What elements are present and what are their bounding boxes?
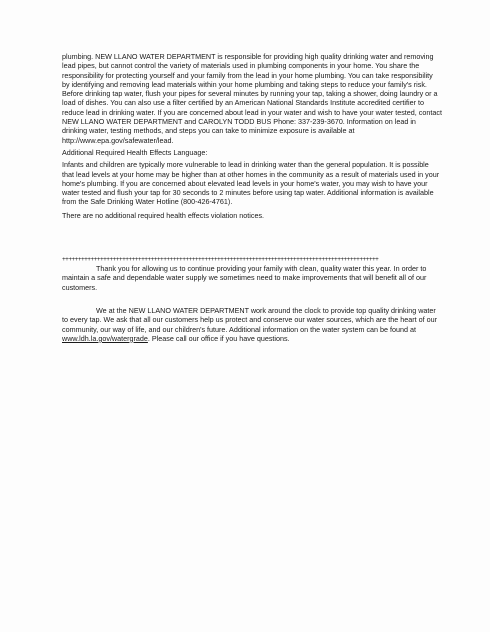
watergrade-link[interactable]: www.ldh.la.gov/watergrade: [62, 333, 148, 343]
no-violations-paragraph: There are no additional required health effects violation notices.: [62, 210, 265, 220]
contact-paragraph: [62, 306, 442, 343]
contact-tail-text: . Please call our office if you have questions.: [147, 333, 290, 343]
document-body: [62, 52, 442, 343]
health-effects-paragraph: Infants and children are typically more vulnerable to lead in drinking water than the general population. It is possible that lead levels at your home may be higher than at other homes in the community as a result of materials used in your home's plumbing. If you are concerned about elevated lead levels in your home's water, you may wish to have your water tested and flush your tap for 30 seconds to 2 minutes before using tap water. Additional information is available from the Safe Drinking Water Hotline (800-426-4761).: [62, 160, 440, 207]
thank-you-paragraph: Thank you for allowing us to continue providing your family with clean, quality water this year. In order to maintain a safe and dependable water supply we sometimes need to make improvements that will benefit all of our customers.: [62, 264, 427, 292]
contact-text: We at the NEW LLANO WATER DEPARTMENT work around the clock to provide top quality drinking water to every tap. We ask that all our customers help us protect and conserve our water sources, which are the heart of our community, our way of life, and our children's future. Additional information on the water system can be found at: [62, 305, 438, 334]
plus-divider: ++++++++++++++++++++++++++++++++++++++++++++++++++++++++++++++++++++++++++++++++++++++++++++++++++++: [62, 256, 379, 264]
lead-responsibility-paragraph: plumbing. NEW LLANO WATER DEPARTMENT is responsible for providing high quality drinking water and removing lead pipes, but cannot control the variety of materials used in plumbing components in your home. You share the responsibility for protecting yourself and your family from the lead in your home plumbing. You can take responsibility by identifying and removing lead materials within your home plumbing and taking steps to reduce your family's risk. Before drinking tap water, flush your pipes for several minutes by running your tap, taking a shower, doing laundry or a load of dishes. You can also use a filter certified by an American National Standards Institute accredited certifier to reduce lead in drinking water. If you are concerned about lead in your water and wish to have your water tested, contact NEW LLANO WATER DEPARTMENT and CAROLYN TODD BUS Phone: 337-239-3670. Information on lead in drinking water, testing methods, and steps you can take to minimize exposure is available at http://www.epa.gov/safewater/lead.: [62, 52, 442, 145]
health-effects-heading: Additional Required Health Effects Language:: [62, 147, 208, 157]
